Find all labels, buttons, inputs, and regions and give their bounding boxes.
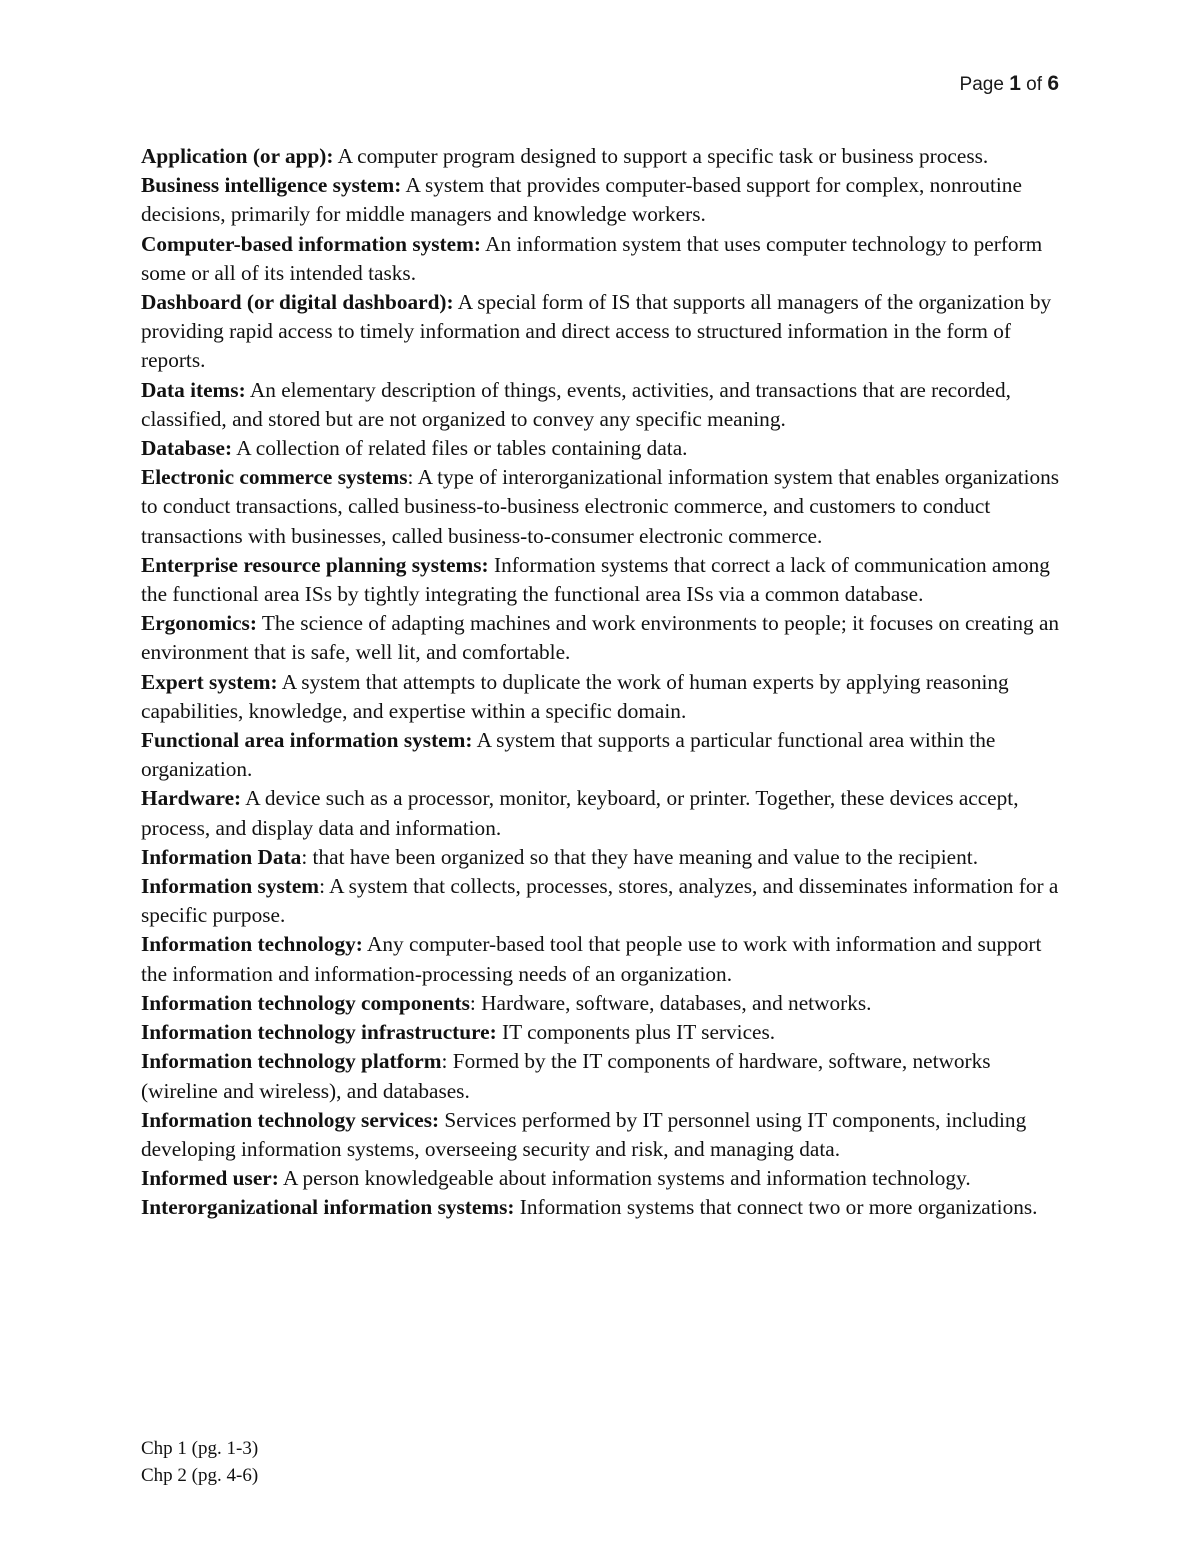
page-number: 1: [1009, 72, 1021, 95]
glossary-entry: [141, 989, 1066, 1018]
page-word: Page: [959, 74, 1004, 95]
page-total: 6: [1047, 72, 1059, 95]
glossary-definition: : Hardware, software, databases, and networks.: [469, 990, 872, 1015]
glossary-term: Information system: [141, 874, 320, 899]
glossary-entry: [141, 1164, 1066, 1193]
glossary-definition: A system that attempts to duplicate the work of human experts by applying reasoning capabilities, knowledge, and expertise within a specific domain.: [141, 669, 1009, 723]
glossary-definition: Information systems that connect two or more organizations.: [514, 1195, 1038, 1220]
glossary-definition: An information system that uses computer technology to perform some or all of its intended tasks.: [141, 231, 1043, 285]
glossary-entry: [141, 434, 1066, 463]
glossary-entry: [141, 843, 1066, 872]
glossary-entry: [141, 930, 1066, 988]
glossary-entry: [141, 1106, 1066, 1164]
glossary-definition: A special form of IS that supports all managers of the organization by providing rapid access to timely information and direct access to structured information in the form of reports.: [141, 290, 1052, 373]
glossary-term: Information Data: [141, 844, 302, 869]
glossary-definition: The science of adapting machines and work environments to people; it focuses on creating an environment that is safe, well lit, and comfortable.: [141, 611, 1060, 665]
glossary-term: Ergonomics:: [141, 611, 257, 636]
glossary-term: Hardware:: [141, 786, 242, 811]
glossary-term: Information technology platform: [141, 1049, 442, 1074]
glossary-definition: : that have been organized so that they have meaning and value to the recipient.: [301, 844, 979, 869]
glossary-term: Data items:: [141, 377, 246, 402]
glossary-entry: [141, 551, 1066, 609]
glossary-entry: [141, 376, 1066, 434]
glossary-entry: [141, 1193, 1066, 1222]
glossary-definition: : Formed by the IT components of hardware, software, networks (wireline and wireless), and databases.: [141, 1049, 991, 1103]
glossary-definition: An elementary description of things, events, activities, and transactions that are recorded, classified, and stored but are not organized to convey any specific meaning.: [141, 377, 1011, 431]
glossary-term: Information technology infrastructure:: [141, 1020, 497, 1045]
glossary-definition: IT components plus IT services.: [496, 1020, 776, 1045]
glossary-definition: A collection of related files or tables containing data.: [232, 436, 688, 461]
glossary-definition: A computer program designed to support a specific task or business process.: [333, 144, 989, 168]
glossary-entry: [141, 171, 1066, 229]
glossary-term: Information technology:: [141, 932, 363, 957]
glossary-term: Application (or app):: [141, 144, 334, 168]
glossary-definition: A system that supports a particular functional area within the organization.: [141, 728, 996, 782]
glossary-definition: A device such as a processor, monitor, keyboard, or printer. Together, these devices accept, process, and display data and information.: [141, 786, 1019, 840]
glossary-entry: [141, 1047, 1066, 1105]
glossary-term: Electronic commerce systems: [141, 465, 408, 490]
glossary-term: Expert system:: [141, 669, 278, 694]
glossary-term: Information technology services:: [141, 1107, 440, 1132]
of-word: of: [1026, 74, 1043, 95]
glossary-entry: [141, 463, 1066, 551]
glossary-definition: A person knowledgeable about information systems and information technology.: [278, 1166, 971, 1191]
glossary-entry: [141, 726, 1066, 784]
glossary-term: Interorganizational information systems:: [141, 1195, 515, 1220]
chapter-1-pages: Chp 1 (pg. 1-3): [141, 1438, 259, 1459]
glossary-entry: [141, 668, 1066, 726]
glossary-entry: [141, 142, 1066, 171]
glossary-definition: : A system that collects, processes, stores, analyzes, and disseminates information for a specific purpose.: [141, 874, 1059, 928]
glossary-definition: Services performed by IT personnel using IT components, including developing information systems, overseeing security and risk, and managing data.: [141, 1107, 1027, 1161]
glossary-term: Business intelligence system:: [141, 173, 402, 198]
glossary-term: Dashboard (or digital dashboard):: [141, 290, 454, 315]
chapter-page-index: [141, 1435, 258, 1489]
glossary: [141, 142, 1066, 1223]
glossary-term: Database:: [141, 436, 233, 461]
glossary-definition: Any computer-based tool that people use to work with information and support the information and information-processing needs of an organization.: [141, 932, 1042, 986]
glossary-term: Information technology components: [141, 990, 470, 1015]
glossary-term: Computer-based information system:: [141, 231, 481, 256]
glossary-entry: [141, 609, 1066, 667]
page-header: [960, 72, 1059, 96]
glossary-entry: [141, 230, 1066, 288]
glossary-entry: [141, 288, 1066, 376]
glossary-entry: [141, 784, 1066, 842]
glossary-definition: Information systems that correct a lack of communication among the functional area ISs by tightly integrating the functional area ISs via a common database.: [141, 552, 1050, 607]
glossary-definition: : A type of interorganizational information system that enables organizations to conduct transactions, called business-to-business electronic commerce, and customers to conduct transactions with businesses, called business-to-consumer electronic commerce.: [141, 465, 1060, 548]
glossary-term: Enterprise resource planning systems:: [141, 552, 489, 577]
glossary-term: Functional area information system:: [141, 728, 473, 753]
glossary-entry: [141, 872, 1066, 930]
chapter-2-pages: Chp 2 (pg. 4-6): [141, 1465, 259, 1486]
glossary-definition: A system that provides computer-based support for complex, nonroutine decisions, primarily for middle managers and knowledge workers.: [141, 173, 1022, 227]
glossary-entry: [141, 1018, 1066, 1047]
glossary-term: Informed user:: [141, 1166, 279, 1191]
